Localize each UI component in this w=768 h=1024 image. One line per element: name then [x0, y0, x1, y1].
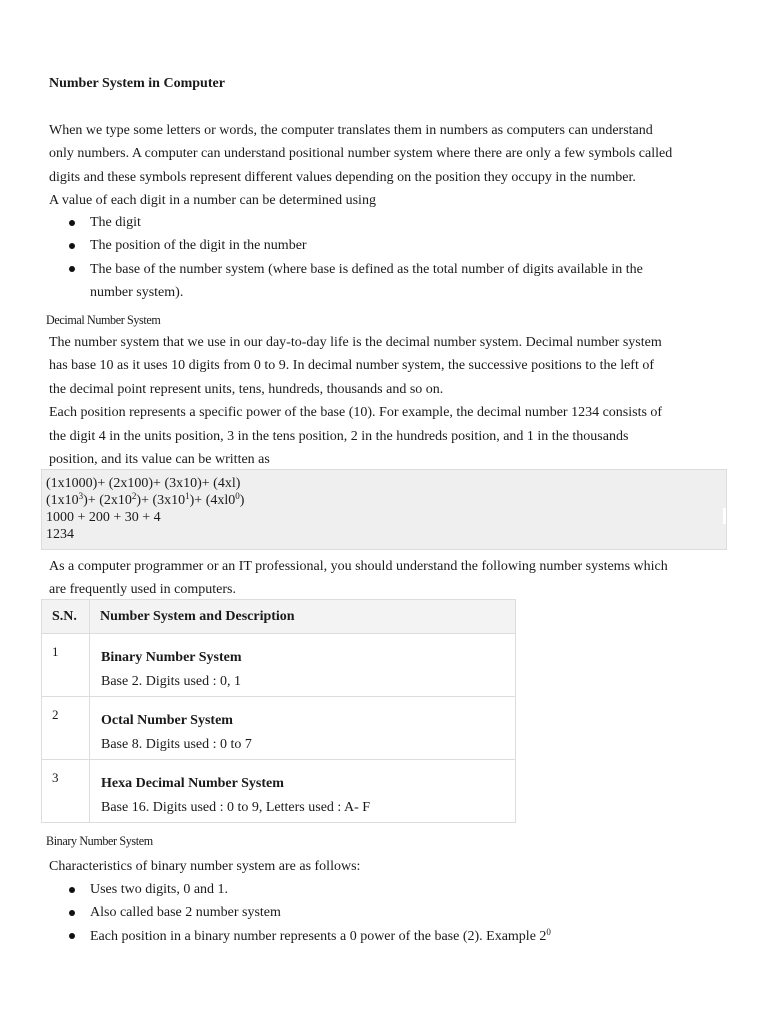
column-header-sn: S.N. — [42, 600, 90, 634]
example-line — [46, 492, 726, 509]
table-row — [42, 697, 516, 760]
decimal-line: the decimal point represent units, tens, hundreds, thousands and so on. — [49, 381, 444, 397]
row-title: Hexa Decimal Number System — [101, 776, 284, 791]
binary-bullet-list — [49, 878, 721, 948]
list-item: Uses two digits, 0 and 1. — [49, 878, 721, 901]
decimal-paragraph — [49, 331, 721, 471]
row-number: 2 — [42, 697, 90, 760]
row-text: Base 16. Digits used : 0 to 9, Letters used : A- F — [101, 800, 371, 815]
exponent: 3 — [78, 491, 84, 501]
row-number: 1 — [42, 634, 90, 697]
row-text: Base 8. Digits used : 0 to 7 — [101, 737, 252, 752]
example-segment: )+ (2x10 — [83, 493, 132, 508]
exponent: 1 — [185, 491, 190, 501]
row-description — [90, 697, 516, 760]
list-item — [49, 258, 721, 305]
intro-bullet-list — [49, 211, 721, 305]
binary-heading: Binary Number System — [46, 833, 153, 848]
list-item: The digit — [49, 211, 721, 234]
programmer-paragraph — [49, 555, 721, 602]
table-row — [42, 634, 516, 697]
table-header-row — [42, 600, 516, 634]
example-code-block — [41, 469, 727, 550]
binary-intro: Characteristics of binary number system are as follows: — [49, 859, 361, 874]
example-line: 1000 + 200 + 30 + 4 — [46, 510, 161, 525]
intro-line: digits and these symbols represent different values depending on the position they occupy in the number. — [49, 169, 636, 185]
decimal-line: position, and its value can be written as — [49, 452, 270, 468]
list-item-text: The base of the number system (where base is defined as the total number of digits available in the — [90, 261, 643, 277]
decimal-heading: Decimal Number System — [46, 312, 161, 327]
exponent: 0 — [235, 491, 240, 501]
decimal-line: has base 10 as it uses 10 digits from 0 to 9. In decimal number system, the successive positions to the left of — [49, 358, 655, 374]
number-system-table — [41, 599, 516, 823]
example-segment: ) — [239, 493, 245, 508]
intro-line: When we type some letters or words, the computer translates them in numbers as computers can understand — [49, 123, 653, 138]
row-description — [90, 634, 516, 697]
intro-paragraph — [49, 119, 721, 213]
exponent: 2 — [131, 491, 137, 501]
intro-line: A value of each digit in a number can be determined using — [49, 193, 376, 209]
decimal-line: the digit 4 in the units position, 3 in the tens position, 2 in the hundreds position, and 1 in the thousands — [49, 428, 629, 444]
decimal-line: The number system that we use in our day-to-day life is the decimal number system. Decimal number system — [49, 335, 662, 350]
list-item-text: Each position in a binary number represents a 0 power of the base (2). Example 2 — [90, 928, 547, 944]
list-item: Also called base 2 number system — [49, 901, 721, 924]
list-item — [49, 925, 721, 948]
example-line: 1234 — [46, 527, 74, 542]
programmer-line: are frequently used in computers. — [49, 582, 236, 598]
table-row — [42, 760, 516, 823]
row-number: 3 — [42, 760, 90, 823]
decimal-line: Each position represents a specific power of the base (10). For example, the decimal number 1234 consists of — [49, 405, 663, 421]
list-item: The position of the digit in the number — [49, 234, 721, 257]
column-header-description: Number System and Description — [90, 600, 516, 634]
example-segment: )+ (3x10 — [136, 493, 186, 508]
list-item-text: number system). — [90, 285, 184, 301]
example-segment: (1x10 — [46, 493, 79, 508]
row-title: Binary Number System — [101, 650, 242, 665]
programmer-line: As a computer programmer or an IT professional, you should understand the following number systems which — [49, 559, 668, 574]
row-text: Base 2. Digits used : 0, 1 — [101, 674, 241, 689]
example-segment: )+ (4xl0 — [189, 493, 236, 508]
row-title: Octal Number System — [101, 713, 233, 728]
row-description — [90, 760, 516, 823]
page-title: Number System in Computer — [49, 76, 225, 91]
exponent: 0 — [546, 926, 551, 937]
intro-line: only numbers. A computer can understand positional number system where there are only a few symbols called — [49, 146, 673, 162]
example-line: (1x1000)+ (2x100)+ (3x10)+ (4xl) — [46, 476, 241, 491]
